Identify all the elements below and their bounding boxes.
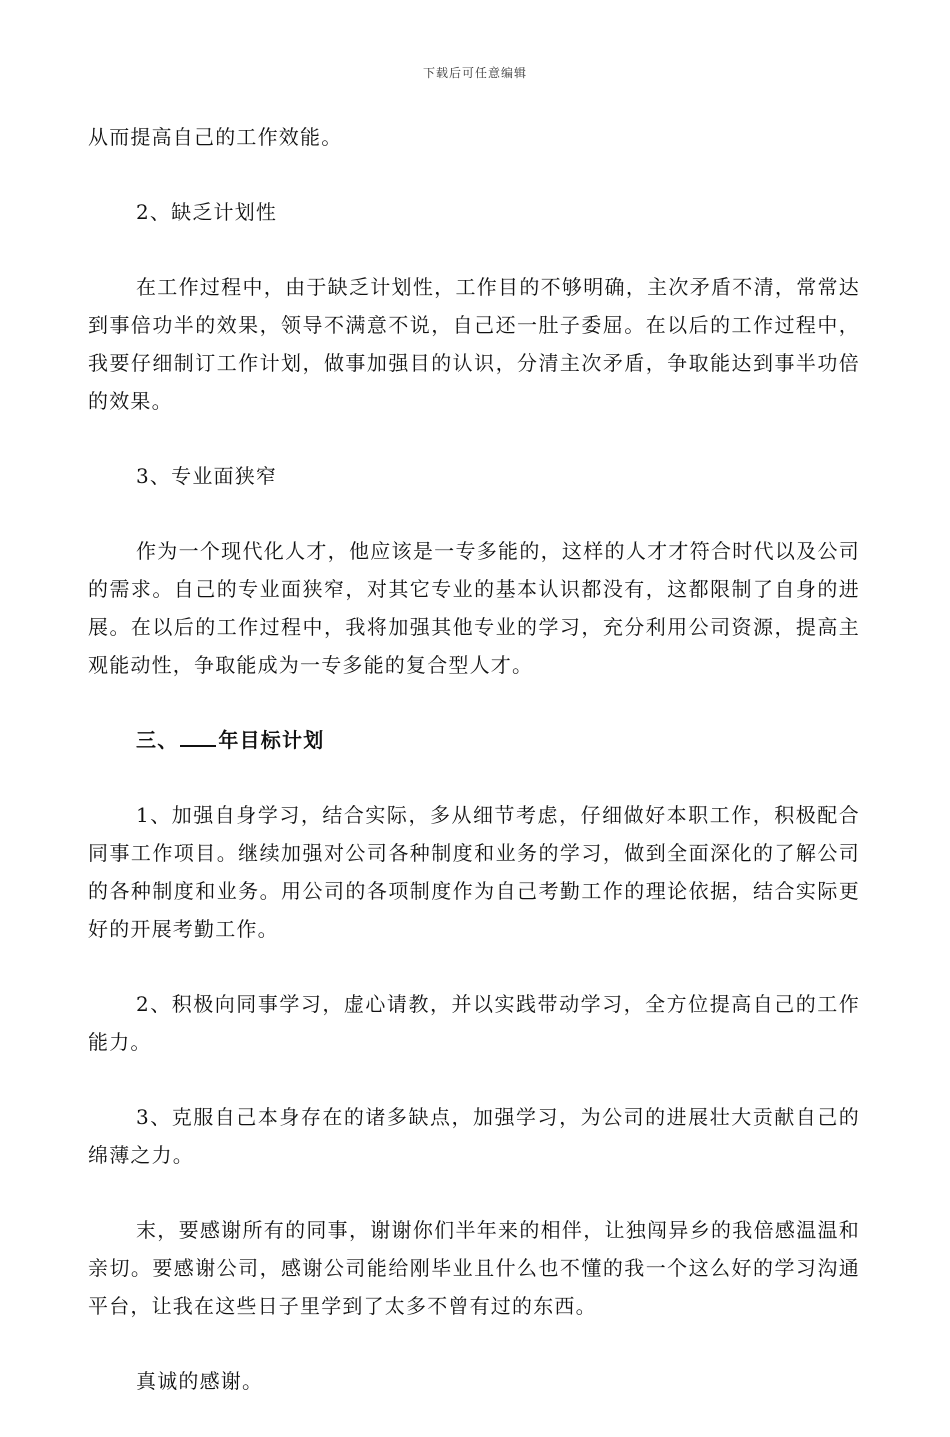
closing-thanks: 真诚的感谢。 (136, 1369, 264, 1393)
subheading: 3、专业面狭窄 (136, 464, 278, 488)
page-header: 下载后可任意编辑 (422, 66, 527, 80)
document-body (88, 118, 860, 1437)
paragraph: 作为一个现代化人才，他应该是一专多能的，这样的人才才符合时代以及公司的需求。自己的专业面狭窄，对其它专业的基本认识都没有，这都限制了自身的进展。在以后的工作过程中，我将加强其他专业的学习，充分利用公司资源，提高主观能动性，争取能成为一专多能的复合型人才。 (88, 539, 860, 677)
plan-item: 2、积极向同事学习，虚心请教，并以实践带动学习，全方位提高自己的工作能力。 (88, 992, 860, 1054)
section-heading-prefix: 三、 (136, 728, 179, 752)
plan-item: 1、加强自身学习，结合实际，多从细节考虑，仔细做好本职工作，积极配合同事工作项目。继续加强对公司各种制度和业务的学习，做到全面深化的了解公司的各种制度和业务。用公司的各项制度作为自己考勤工作的理论依据，结合实际更好的开展考勤工作。 (88, 803, 860, 941)
section-heading (88, 721, 860, 759)
year-blank (180, 725, 216, 747)
paragraph: 从而提高自己的工作效能。 (88, 125, 343, 149)
closing-paragraph: 末，要感谢所有的同事，谢谢你们半年来的相伴，让独闯异乡的我倍感温温和亲切。要感谢公司，感谢公司能给刚毕业且什么也不懂的我一个这么好的学习沟通平台，让我在这些日子里学到了太多不曾有过的东西。 (88, 1218, 860, 1318)
subheading: 2、缺乏计划性 (136, 200, 278, 224)
plan-item: 3、克服自己本身存在的诸多缺点，加强学习，为公司的进展壮大贡献自己的绵薄之力。 (88, 1105, 860, 1167)
paragraph: 在工作过程中，由于缺乏计划性，工作目的不够明确，主次矛盾不清，常常达到事倍功半的效果，领导不满意不说，自己还一肚子委屈。在以后的工作过程中，我要仔细制订工作计划，做事加强目的认识，分清主次矛盾，争取能达到事半功倍的效果。 (88, 275, 860, 413)
section-heading-suffix: 年目标计划 (218, 728, 325, 752)
